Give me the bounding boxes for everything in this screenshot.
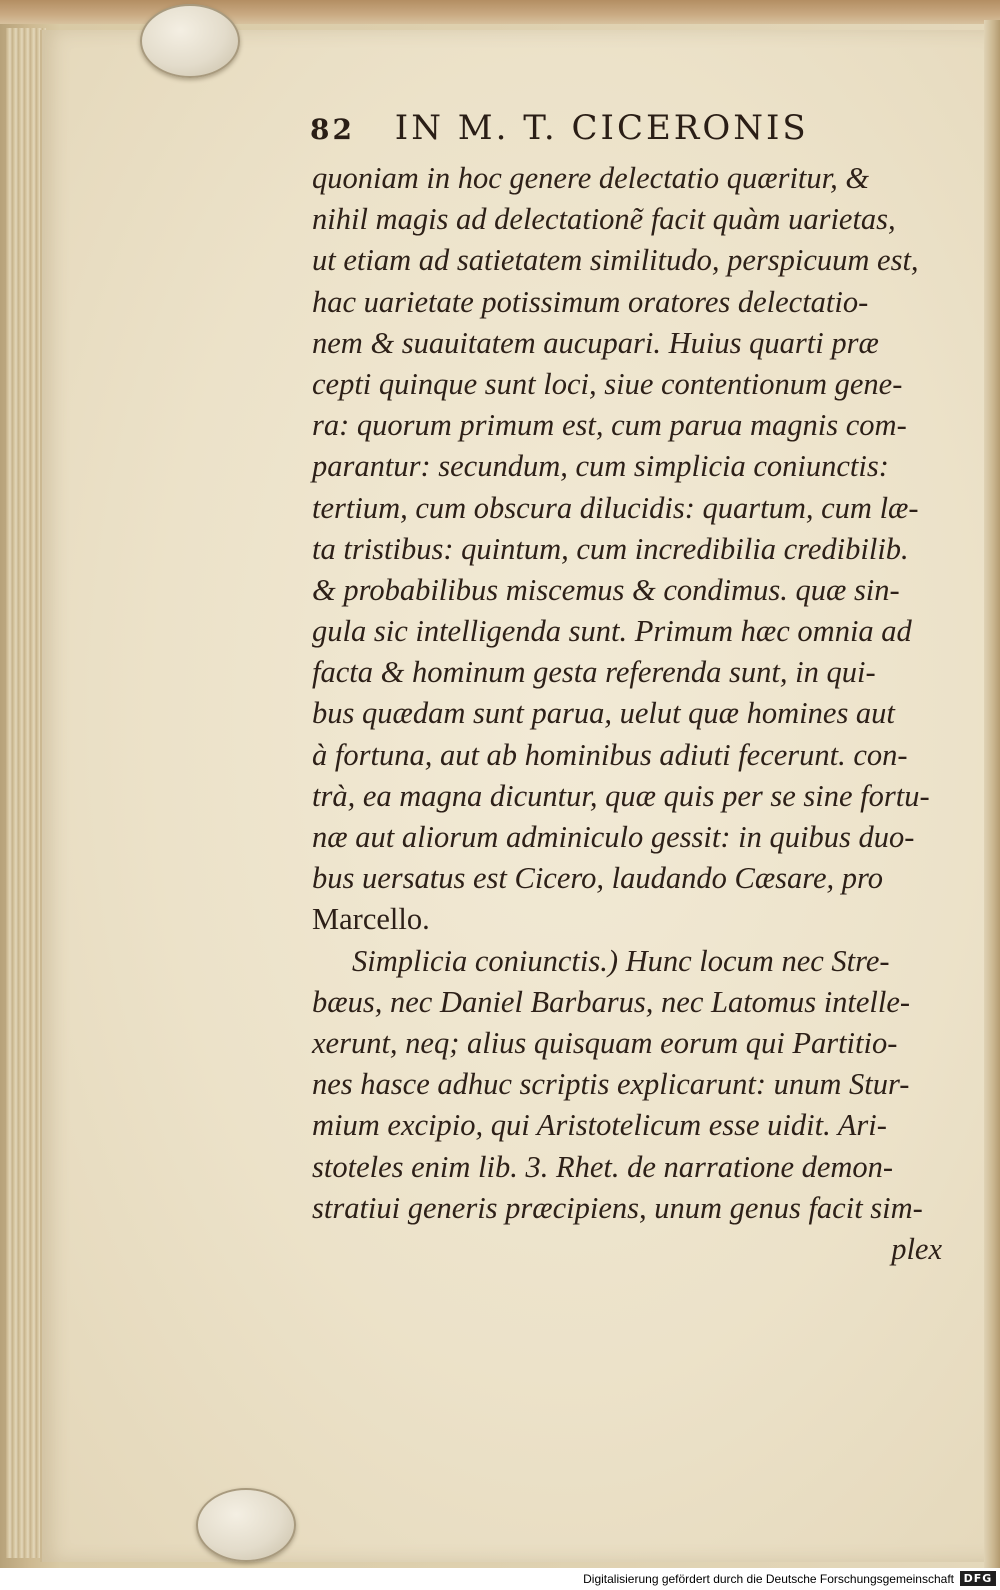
text-line: & probabilibus miscemus & condimus. quæ sin-: [312, 572, 900, 607]
digitization-footer: [0, 1568, 1000, 1590]
text-line: stoteles enim lib. 3. Rhet. de narratione demon-: [312, 1149, 894, 1184]
text-line: stratiui generis præcipiens, unum genus facit sim-: [312, 1190, 923, 1225]
dfg-logo: DFG: [960, 1571, 996, 1586]
text-line: parantur: secundum, cum simplicia coniunctis:: [312, 449, 889, 484]
text-line: næ aut aliorum adminiculo gessit: in quibus duo-: [312, 820, 915, 854]
text-line: gula sic intelligenda sunt. Primum hæc omnia ad: [312, 614, 912, 649]
glass-weight-bottom: [196, 1488, 296, 1562]
text-line: ta tristibus: quintum, cum incredibilia credibilib.: [312, 531, 909, 566]
running-head-title: IN M. T. CICERONIS: [394, 108, 809, 148]
text-line: hac uarietate potissimum oratores delectatio-: [312, 284, 869, 319]
text-line: xerunt, neq; alius quisquam eorum qui Partitio-: [312, 1025, 898, 1060]
text-line: cepti quinque sunt loci, siue contentionum gene-: [312, 366, 903, 401]
text-line: nihil magis ad delectationẽ facit quàm uarietas,: [312, 202, 896, 237]
text-line: Simplicia coniunctis.) Hunc locum nec Stre-: [352, 943, 890, 978]
text-line: Marcello.: [312, 902, 430, 937]
text-line: tertium, cum obscura dilucidis: quartum, cum læ-: [312, 490, 919, 525]
text-line: nem & suauitatem aucupari. Huius quarti præ: [312, 325, 879, 360]
text-line: bæus, nec Daniel Barbarus, nec Latomus intelle-: [312, 984, 911, 1019]
text-line: facta & hominum gesta referenda sunt, in qui-: [312, 655, 876, 690]
text-line: ra: quorum primum est, cum parua magnis com-: [312, 408, 907, 443]
funding-credit: Digitalisierung gefördert durch die Deutsche Forschungsgemeinschaft: [583, 1572, 954, 1586]
page-right-edge: [984, 20, 1000, 1568]
text-line: nes hasce adhuc scriptis explicarunt: unum Stur-: [312, 1067, 910, 1102]
text-line: ut etiam ad satietatem similitudo, perspicuum est,: [312, 243, 919, 278]
page-number: 82: [310, 113, 355, 146]
text-block: [312, 158, 962, 1270]
glass-weight-top: [140, 4, 240, 78]
catchword: plex: [891, 1231, 942, 1266]
text-line: bus uersatus est Cicero, laudando Cæsare, pro: [312, 861, 884, 896]
text-line: à fortuna, aut ab hominibus adiuti fecerunt. con-: [312, 737, 908, 772]
text-line: quoniam in hoc genere delectatio quæritur, &: [312, 161, 870, 195]
text-line: bus quædam sunt parua, uelut quæ homines aut: [312, 696, 895, 731]
running-head: [310, 108, 870, 148]
text-line: trà, ea magna dicuntur, quæ quis per se sine fortu-: [312, 778, 930, 813]
text-line: mium excipio, qui Aristotelicum esse uidit. Ari-: [312, 1108, 887, 1143]
